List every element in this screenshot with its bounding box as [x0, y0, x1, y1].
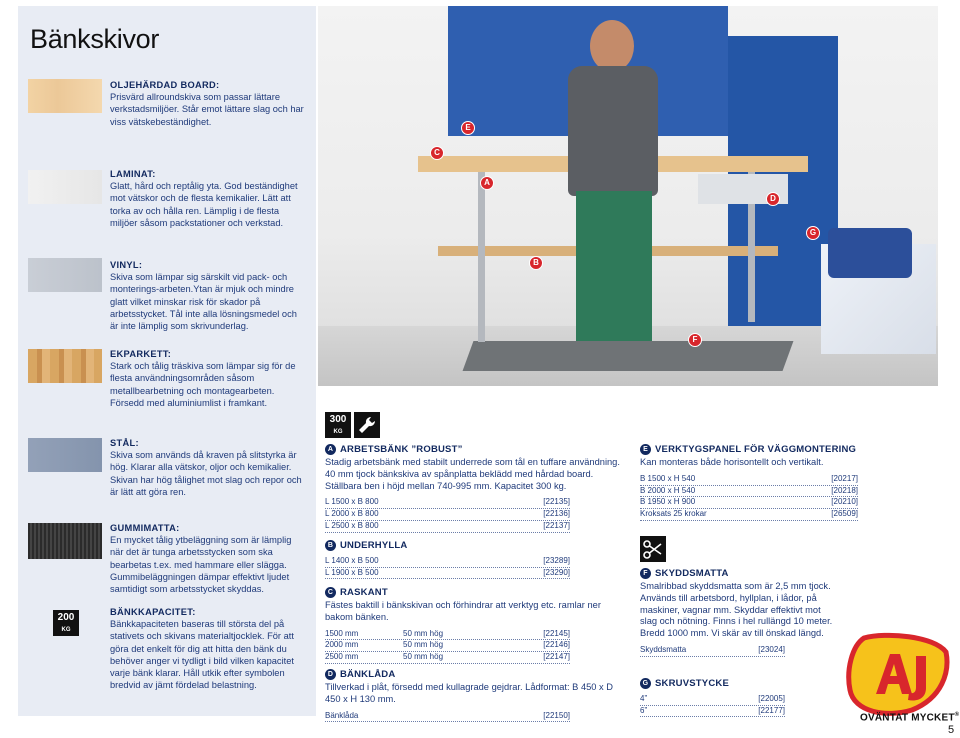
- row-article-number: [22137]: [543, 520, 570, 530]
- material-oil-board: [110, 79, 305, 128]
- product-title: SKYDDSMATTA: [655, 568, 729, 579]
- row-length: 2000 mm: [325, 640, 359, 650]
- material-text: Skiva som lämpar sig särskilt vid pack- och monterings-arbeten.Ytan är mjuk och mindre glatt vilket minskar risk för skador på arbetsstycket. Tål inte alla lösningsmedel och är inte lämplig som skrivunderlag.: [110, 272, 297, 332]
- material-steel: [110, 437, 305, 498]
- row-height: 50 mm hög: [403, 628, 444, 638]
- table-row: [325, 556, 570, 568]
- product-letter: G: [640, 678, 651, 689]
- table-row: [640, 497, 858, 509]
- table-row: [325, 568, 570, 580]
- product-letter: F: [640, 568, 651, 579]
- row-article-number: [20217]: [831, 473, 858, 483]
- steel-swatch: [28, 438, 102, 472]
- row-name: Skyddsmatta: [640, 644, 687, 654]
- scissors-icon: [640, 536, 666, 562]
- aj-logo: [846, 632, 950, 718]
- row-article-number: [22145]: [543, 628, 570, 638]
- vinyl-swatch: [28, 258, 102, 292]
- product-heading: [325, 444, 625, 455]
- capacity-value: 200: [57, 612, 75, 623]
- marker-b: B: [529, 256, 543, 270]
- material-heading: OLJEHÄRDAD BOARD:: [110, 80, 220, 90]
- product-letter: A: [325, 444, 336, 455]
- product-title: ARBETSBÄNK ”ROBUST”: [340, 444, 463, 455]
- table-row: [640, 509, 858, 521]
- row-article-number: [22147]: [543, 652, 570, 661]
- material-capacity: [110, 606, 305, 691]
- table-row: [325, 509, 570, 521]
- marker-g: G: [806, 226, 820, 240]
- table-row: [640, 645, 785, 657]
- material-text: Skiva som används då kraven på slitstyrka är hög. Klarar alla vätskor, oljor och kemikalier. Skivan har hög tålighet mot slag och repor och är lätt att göra ren.: [110, 450, 302, 497]
- capacity-value: 300: [329, 414, 347, 425]
- row-article-number: [22005]: [758, 694, 785, 703]
- row-name: Bänklåda: [325, 710, 359, 720]
- material-rubber-mat: [110, 522, 305, 595]
- capacity-unit: KG: [333, 429, 343, 435]
- rubber-mat-swatch: [28, 523, 102, 559]
- row-article-number: [26509]: [831, 508, 858, 518]
- material-heading: GUMMIMATTA:: [110, 523, 180, 533]
- row-length: 2500 mm: [325, 652, 359, 661]
- brand-tagline: [860, 712, 959, 723]
- product-title: BÄNKLÅDA: [340, 669, 396, 680]
- product-text: Fästes baktill i bänkskivan och förhindrar att verktyg etc. ramlar ner bakom bänken.: [325, 600, 601, 622]
- product-title: VERKTYGSPANEL FÖR VÄGGMONTERING: [655, 444, 857, 455]
- product-letter: D: [325, 669, 336, 680]
- product-text: Smalribbad skyddsmatta som är 2,5 mm tjock. Används till arbetsbord, hyllplan, i lådor, på maskiner, vagnar mm. Skyddar effektivt mot slag och nötning. Finns i hel rullängd 10 meter. Bredd 1000 mm. Vi skär av till önskad längd.: [640, 581, 833, 639]
- product-text: Kan monteras både horisontellt och vertikalt.: [640, 457, 824, 467]
- product-a: [325, 444, 625, 533]
- wrench-icon: [354, 412, 380, 438]
- person-legs: [576, 191, 652, 341]
- product-title: RASKANT: [340, 587, 388, 598]
- table-row: [325, 652, 570, 664]
- product-table: [640, 474, 858, 521]
- product-heading: [325, 669, 625, 680]
- row-size: B 1500 x H 540: [640, 473, 696, 483]
- material-laminate: [110, 168, 305, 229]
- capacity-unit: KG: [61, 627, 71, 633]
- row-article-number: [22146]: [543, 640, 570, 650]
- product-table: [325, 497, 570, 532]
- material-vinyl: [110, 259, 305, 332]
- product-table: [325, 556, 570, 579]
- marker-a: A: [480, 176, 494, 190]
- table-row: [325, 521, 570, 533]
- product-b: [325, 540, 625, 579]
- marker-d: D: [766, 192, 780, 206]
- person-head: [590, 20, 634, 72]
- material-text: Bänkkapaciteten baseras till största del på stativets och skivans materialtjocklek. För att göra det enkelt för dig att hitta den bänk du behöver anger vi tydligt i bild vilken kapacitet varje bänk klarar. Håll utkik efter symbolen bredvid av jämt fördelad belastning.: [110, 619, 294, 691]
- row-size: L 1500 x B 800: [325, 497, 379, 507]
- product-heading: [640, 444, 890, 455]
- material-heading: LAMINAT:: [110, 169, 156, 179]
- material-text: Prisvärd allroundskiva som passar lättare verkstadsmiljöer. Står emot lättare slag och har viss vätskebeständighet.: [110, 92, 304, 127]
- material-text: En mycket tålig ytbeläggning som är lämplig när det är tunga arbetsstycken som ska bearbetas t.ex. med hammare eller slägga. Gummibeläggningen dämpar effektivt ljudet samtidigt som arbetsstycket skyddas.: [110, 535, 292, 595]
- product-d: [325, 669, 625, 722]
- product-text: Tillverkad i plåt, försedd med kullagrade gejdrar. Lådformat: B 450 x D 450 x H 130 mm.: [325, 682, 614, 704]
- row-size: Kroksats 25 krokar: [640, 508, 707, 518]
- marker-c: C: [430, 146, 444, 160]
- row-article-number: [20210]: [831, 497, 858, 507]
- table-row: [325, 711, 570, 723]
- product-c: [325, 587, 625, 664]
- row-article-number: [23290]: [543, 567, 570, 577]
- row-size: 6”: [640, 705, 648, 715]
- row-size: B 1950 x H 900: [640, 497, 696, 507]
- row-article-number: [22135]: [543, 497, 570, 507]
- row-article-number: [22136]: [543, 509, 570, 519]
- person-body: [568, 66, 658, 196]
- product-title: SKRUVSTYCKE: [655, 678, 729, 689]
- vise: [828, 228, 912, 278]
- row-article-number: [22150]: [543, 710, 570, 720]
- material-heading: VINYL:: [110, 260, 143, 270]
- material-text: Glatt, hård och reptålig yta. God beständighet mot vätskor och de flesta kemikalier. Lätt att torka av och hålla ren. Lämplig i de flesta miljöer såsom packstationer och verkstad.: [110, 181, 298, 228]
- material-heading: STÅL:: [110, 438, 139, 448]
- row-height: 50 mm hög: [403, 640, 444, 650]
- row-height: 50 mm hög: [403, 652, 444, 661]
- floor-mat: [463, 341, 794, 371]
- material-heading: BÄNKKAPACITET:: [110, 607, 196, 617]
- table-row: [325, 629, 570, 641]
- table-row: [640, 694, 785, 706]
- product-heading: [640, 568, 890, 579]
- table-row: [325, 640, 570, 652]
- row-size: L 2000 x B 800: [325, 509, 379, 519]
- product-table: [640, 645, 785, 657]
- material-text: Stark och tålig träskiva som lämpar sig för de flesta användningsområden såsom metallbearbetning och montagearbeten. Försedd med aluminiumlist i framkant.: [110, 361, 296, 408]
- row-size: L 2500 x B 800: [325, 520, 379, 530]
- marker-e: E: [461, 121, 475, 135]
- product-letter: E: [640, 444, 651, 455]
- oak-parquet-swatch: [28, 349, 102, 383]
- trademark-symbol: ®: [954, 712, 960, 718]
- tagline-text: OVÄNTAT MYCKET: [860, 712, 955, 724]
- product-heading: [325, 587, 625, 598]
- product-table: [325, 629, 570, 664]
- table-row: [325, 497, 570, 509]
- marker-f: F: [688, 333, 702, 347]
- row-article-number: [23289]: [543, 556, 570, 565]
- material-oak-parquet: [110, 348, 305, 409]
- laminate-swatch: [28, 170, 102, 204]
- row-size: L 1400 x B 500: [325, 556, 379, 565]
- product-table: [325, 711, 570, 723]
- table-row: [640, 486, 858, 498]
- oil-board-swatch: [28, 79, 102, 113]
- row-article-number: [22177]: [758, 705, 785, 715]
- product-letter: C: [325, 587, 336, 598]
- load-capacity-icon: [325, 412, 351, 438]
- row-size: B 2000 x H 540: [640, 485, 696, 495]
- table-row: [640, 706, 785, 718]
- product-heading: [325, 540, 625, 551]
- row-length: 1500 mm: [325, 628, 359, 638]
- material-heading: EKPARKETT:: [110, 349, 172, 359]
- row-article-number: [23024]: [758, 644, 785, 654]
- product-text: Stadig arbetsbänk med stabilt underrede som tål en tuffare användning. 40 mm tjock bänkskiva av spånplatta beklädd med hårdad board. Ställbara ben i höjd mellan 740-995 mm. Kapacitet 300 kg.: [325, 457, 620, 491]
- row-size: L 1900 x B 500: [325, 567, 379, 577]
- product-letter: B: [325, 540, 336, 551]
- table-row: [640, 474, 858, 486]
- row-article-number: [20218]: [831, 485, 858, 495]
- load-capacity-icon: [53, 610, 79, 636]
- page-number: 5: [948, 724, 955, 736]
- product-table: [640, 694, 785, 717]
- product-title: UNDERHYLLA: [340, 540, 408, 551]
- product-photo: [318, 6, 938, 386]
- row-size: 4”: [640, 694, 648, 703]
- bench-leg: [478, 172, 485, 342]
- product-e: [640, 444, 890, 521]
- page-title: Bänkskivor: [30, 24, 160, 54]
